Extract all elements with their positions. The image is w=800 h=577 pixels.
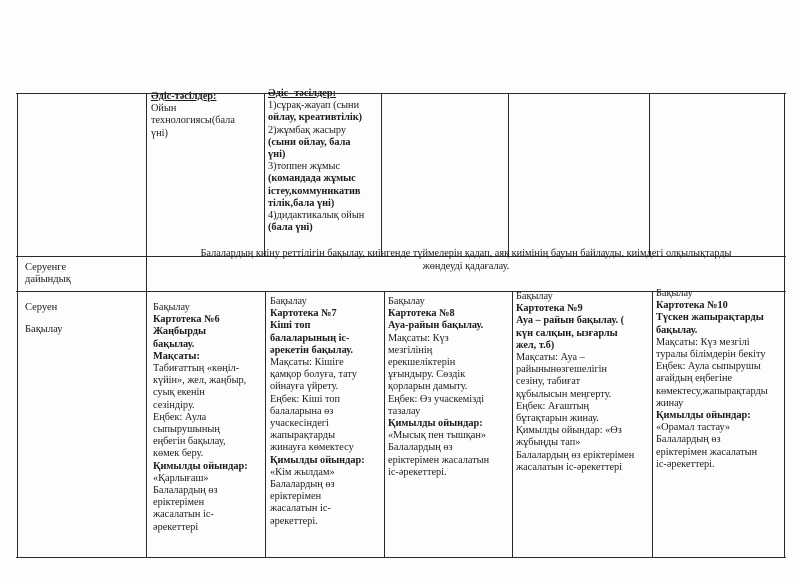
walk-text-line: күн салқын, ызғарлы [516,327,618,339]
walk-text-line: әрекеттері. [270,515,318,527]
walk-text-line: құбылысын меңгерту. [516,388,612,400]
walk-cell-col5 [516,291,650,474]
methods-line: 3)топпен жұмыс [268,161,341,173]
walk-text-line: Мақсаты: Күз [388,332,449,344]
walk-text-line: жасалатын іс- [270,503,331,515]
walk-text-line: бақылау. [656,324,698,336]
walk-text-line: еңбегін бақылау, [153,436,226,448]
walk-text-line: іс-әрекеттері. [388,466,447,478]
walk-text-line: қамқор болуға, тату [270,369,357,381]
walk-text-line: бақылау. [153,338,195,350]
walk-text-line: «Қарлығаш» [153,472,209,484]
table-border-left [17,93,18,557]
walk-text-line: Мақсаты: Күз мезгілі [656,336,750,348]
table-divider-label [146,93,147,557]
walk-text-line: Картотека №7 [270,308,337,320]
prep-label-line: дайындық [25,274,71,286]
methods-heading: Әдіс- тәсілдер: [268,88,337,99]
walk-text-line: ұғындыру. Сөздік [388,369,466,381]
walk-text-line: «Мысық пен тышқан» [388,430,487,442]
walk-text-line: Еңбек: Аула сыпырушы [656,361,761,373]
methods-line: технологиясы(бала [151,115,235,127]
walk-text-line: әрекетін бақылау. [270,344,353,356]
walk-text-line: Бақылау [270,296,307,307]
table-divider-col4 [508,93,509,256]
walk-text-line: Бақылау [153,302,190,313]
methods-line: 1)сұрақ-жауап (сыни [268,100,360,112]
walk-text-line: еріктерімен [270,491,322,503]
methods-line: (бала үні) [268,222,313,234]
walk-text-line: «Кім жылдам» [270,466,335,478]
walk-text-line: Бақылау [516,291,553,302]
walk-text-line: райынынөзгешелігін [516,364,608,376]
walk-text-line: жасалатын іс- [153,509,214,521]
walk-text-line: еріктерімен жасалатын [388,454,490,466]
table-divider-col3b [384,291,385,557]
walk-row-label [25,302,143,337]
walk-text-line: Ауа-райын бақылау. [388,320,484,332]
walk-text-line: тазалау [388,405,421,417]
walk-text-line: балаларының іс- [270,332,350,344]
methods-line: үні) [268,149,286,161]
methods-cell-col2 [151,91,261,140]
walk-text-line: жинауға көмектесу [270,442,354,454]
walk-text-line: көмек беру. [153,448,204,460]
walk-text-line: еріктерімен [153,497,205,509]
walk-text-line: Картотека №8 [388,308,455,320]
walk-text-line: әрекеттері [153,521,199,533]
table-border-right [784,93,785,557]
walk-text-line: жапырақтарды [270,430,336,442]
table-divider-col5 [649,93,650,256]
walk-text-line: сезіну, табиғат [516,376,581,388]
walk-text-line: бұтақтарын жинау. [516,413,599,425]
prep-row-label [25,262,143,287]
walk-text-line: Бақылау [388,296,425,307]
walk-text-line: балаларына өз [270,405,334,417]
walk-text-line: ағайдың еңбегіне [656,373,733,385]
table-divider-col4b [512,291,513,557]
walk-text-line: көмектесу,жапырақтарды [656,385,768,397]
walk-cell-col3 [270,296,382,528]
walk-text-line: Еңбек: Кіші топ [270,393,341,405]
walk-text-line: Балалардың өз [388,442,453,454]
methods-line: 4)дидактикалық ойын [268,210,365,222]
walk-text-line: Еңбек: Аула [153,411,207,423]
walk-label-line: Серуен [25,302,58,313]
walk-text-line: Түскен жапырақтарды [656,312,764,324]
table-divider-col3 [381,93,382,256]
walk-label-line: Бақылау [25,324,63,336]
walk-text-line: Бақылау [656,288,693,299]
walk-text-line: Еңбек: Өз учаскемізді [388,393,485,405]
walk-text-line: Картотека №9 [516,303,583,315]
walk-text-line: Қимылды ойындар: «Өз [516,425,622,437]
table-divider-col2 [264,93,265,256]
methods-cell-col3 [268,88,380,234]
methods-line: (командада жұмыс [268,173,356,185]
walk-text-line: Қимылды ойындар: [270,454,365,466]
walk-text-line: учаскесіндегі [270,418,329,430]
walk-text-line: Жаңбырды [153,326,207,338]
walk-text-line: ойнауға үйрету. [270,381,339,393]
walk-text-line: қорларын дамыту. [388,381,468,393]
walk-text-line: Балалардың өз [153,485,218,497]
methods-line: Ойын [151,103,177,115]
walk-text-line: Ауа – райын бақылау. ( [516,315,625,327]
table-rule-bottom [16,557,786,558]
walk-text-line: Қимылды ойындар: [656,410,751,422]
walk-text-line: сезіндіру. [153,399,195,411]
walk-text-line: ерекшеліктерін [388,357,456,369]
walk-text-line: іс-әрекеттері. [656,458,715,470]
table-divider-col5b [652,291,653,557]
walk-text-line: жасалатын іс-әрекеттері [516,461,623,473]
walk-text-line: Балалардың өз еріктерімен [516,449,635,461]
walk-text-line: күйін», жел, жаңбыр, [153,375,247,387]
walk-text-line: Қимылды ойындар: [388,418,483,430]
walk-text-line: жинау [656,397,684,409]
walk-text-line: Табиғаттың «көңіл- [153,363,240,375]
walk-text-line: Қимылды ойындар: [153,460,248,472]
walk-cell-col2 [153,302,263,534]
walk-text-line: сыпырушының [153,424,220,436]
methods-line: ойлау, креативтілік) [268,112,363,124]
walk-text-line: Мақсаты: Кішіге [270,357,344,369]
prep-text-line: жөндеуді қадағалау. [422,261,510,272]
table-divider-col2b [265,291,266,557]
walk-text-line: Картотека №10 [656,300,728,312]
prep-label-line: Серуенге [25,262,67,273]
walk-text-line: суық екенін [153,387,205,399]
methods-line: істеу,коммуникатив [268,185,361,197]
walk-text-line: туралы білімдерін бекіту [656,349,766,361]
walk-text-line: еріктерімен жасалатын [656,446,758,458]
walk-text-line: Мақсаты: [153,350,200,362]
methods-line: (сыни ойлау, бала [268,136,351,148]
table-rule-top [16,93,786,94]
prep-instructions [150,247,782,273]
walk-text-line: Еңбек: Ағаштың [516,400,589,412]
methods-line: тілік,бала үні) [268,197,335,209]
walk-text-line: жұбыңды тап» [516,437,581,449]
methods-heading: Әдіс-тәсілдер: [151,91,217,102]
walk-text-line: мезгілінің [388,344,433,356]
walk-cell-col6 [656,288,782,471]
walk-text-line: Балалардың өз [656,434,721,446]
walk-text-line: «Орамал тастау» [656,422,731,434]
walk-text-line: жел, т.б) [516,339,555,351]
walk-text-line: Балалардың өз [270,479,335,491]
walk-text-line: Мақсаты: Ауа – [516,352,585,364]
prep-text-line: Балалардың киіну реттілігін бақылау, киінгенде түймелерін қадап, аяқ киімінің бауын байлауды, киімдегі олқылықтарды [200,248,732,259]
walk-cell-col4 [388,296,510,479]
methods-line: үні) [151,127,168,139]
methods-line: 2)жұмбақ жасыру [268,124,347,136]
walk-text-line: Кіші топ [270,320,311,332]
walk-text-line: Картотека №6 [153,314,220,326]
